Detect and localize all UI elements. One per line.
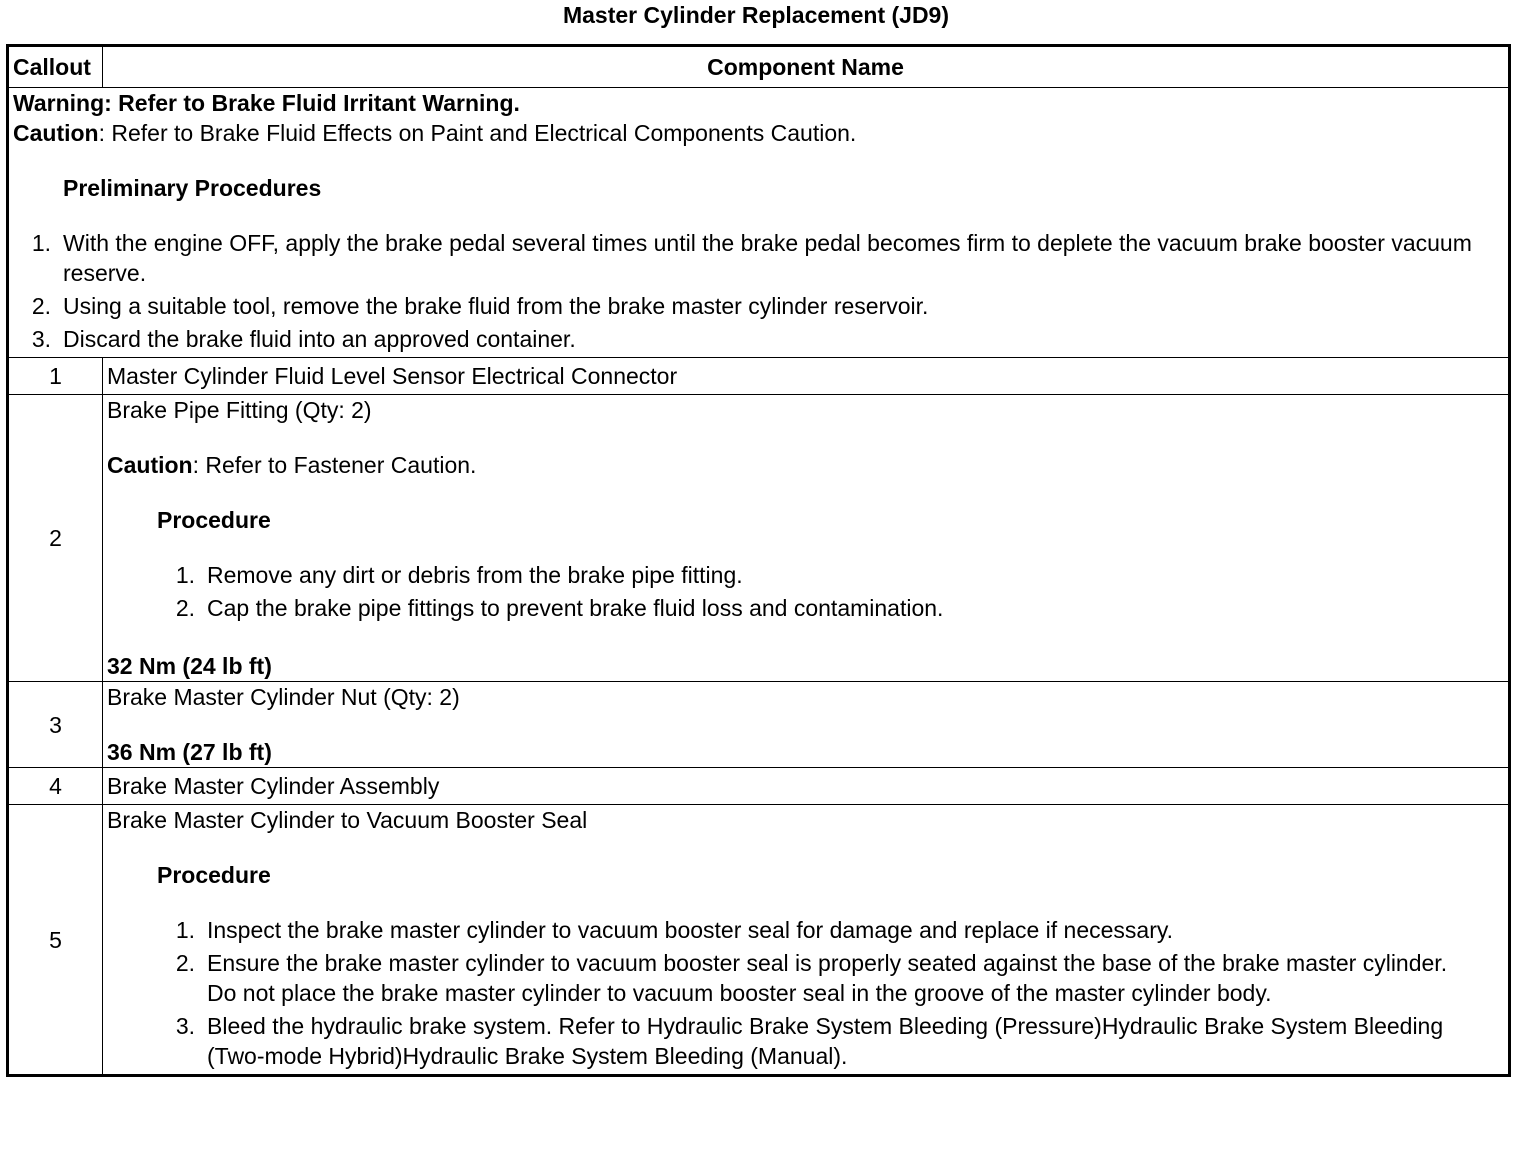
header-callout: Callout — [8, 46, 103, 88]
list-item: 3. Bleed the hydraulic brake system. Refer to Hydraulic Brake System Bleeding (Pressure)Hydraulic Brake System Bleeding (Two-mode Hybrid)Hydraulic Brake System Bleeding (Manual). — [175, 1013, 1444, 1069]
table-row — [8, 358, 1510, 395]
callout-number: 3 — [8, 682, 103, 768]
caution-line: Caution: Refer to Fastener Caution. — [107, 452, 477, 478]
torque-spec: 36 Nm (27 lb ft) — [107, 739, 272, 765]
callout-number: 2 — [8, 395, 103, 682]
list-item: 1. With the engine OFF, apply the brake pedal several times until the brake pedal becomes firm to deplete the vacuum brake booster vacuum reserve. — [31, 230, 1472, 286]
torque-spec: 32 Nm (24 lb ft) — [107, 653, 272, 679]
caution-text: : Refer to Brake Fluid Effects on Paint and Electrical Components Caution. — [98, 120, 857, 146]
component-detail — [103, 395, 1510, 682]
list-item: 1. Inspect the brake master cylinder to vacuum booster seal for damage and replace if necessary. — [175, 917, 1174, 943]
component-detail — [103, 805, 1510, 1076]
list-item: 3. Discard the brake fluid into an approved container. — [31, 326, 576, 352]
list-item: 2. Using a suitable tool, remove the brake fluid from the brake master cylinder reservoir. — [31, 293, 929, 319]
intro-cell — [8, 88, 1510, 358]
procedure-steps — [107, 915, 1504, 1071]
table-row — [8, 395, 1510, 682]
component-name: Brake Master Cylinder Assembly — [103, 768, 1510, 805]
component-name: Brake Pipe Fitting (Qty: 2) — [107, 397, 372, 423]
table-row — [8, 682, 1510, 768]
table-row — [8, 805, 1510, 1076]
list-item: 1. Remove any dirt or debris from the brake pipe fitting. — [175, 562, 743, 588]
table-row — [8, 768, 1510, 805]
warning-line — [13, 88, 1504, 118]
procedure-steps — [107, 560, 1504, 623]
component-name: Master Cylinder Fluid Level Sensor Electrical Connector — [103, 358, 1510, 395]
page-title: Master Cylinder Replacement (JD9) — [562, 2, 949, 28]
preliminary-heading: Preliminary Procedures — [63, 175, 322, 201]
procedure-heading: Procedure — [157, 507, 271, 533]
procedure-table — [6, 44, 1511, 1077]
caution-line — [13, 118, 1504, 148]
table-header-row — [8, 46, 1510, 88]
preliminary-steps — [13, 228, 1504, 354]
list-item: 2. Cap the brake pipe fittings to prevent brake fluid loss and contamination. — [175, 595, 944, 621]
component-name: Brake Master Cylinder Nut (Qty: 2) — [107, 684, 460, 710]
warning-text: Refer to Brake Fluid Irritant Warning. — [111, 90, 520, 116]
procedure-heading: Procedure — [157, 862, 271, 888]
warning-label: Warning: — [13, 90, 112, 116]
header-component-name: Component Name — [103, 46, 1510, 88]
intro-row — [8, 88, 1510, 358]
component-name: Brake Master Cylinder to Vacuum Booster Seal — [107, 807, 588, 833]
callout-number: 1 — [8, 358, 103, 395]
component-detail — [103, 682, 1510, 768]
step-note: Do not place the brake master cylinder to vacuum booster seal in the groove of the master cylinder body. — [207, 980, 1272, 1006]
callout-number: 4 — [8, 768, 103, 805]
caution-label: Caution — [13, 120, 99, 146]
list-item: 2. Ensure the brake master cylinder to vacuum booster seal is properly seated against the base of the brake master cylinder. Do not place the brake master cylinder to vacuum booster seal in the groove of the master cylinder body. — [175, 950, 1448, 1006]
callout-number: 5 — [8, 805, 103, 1076]
